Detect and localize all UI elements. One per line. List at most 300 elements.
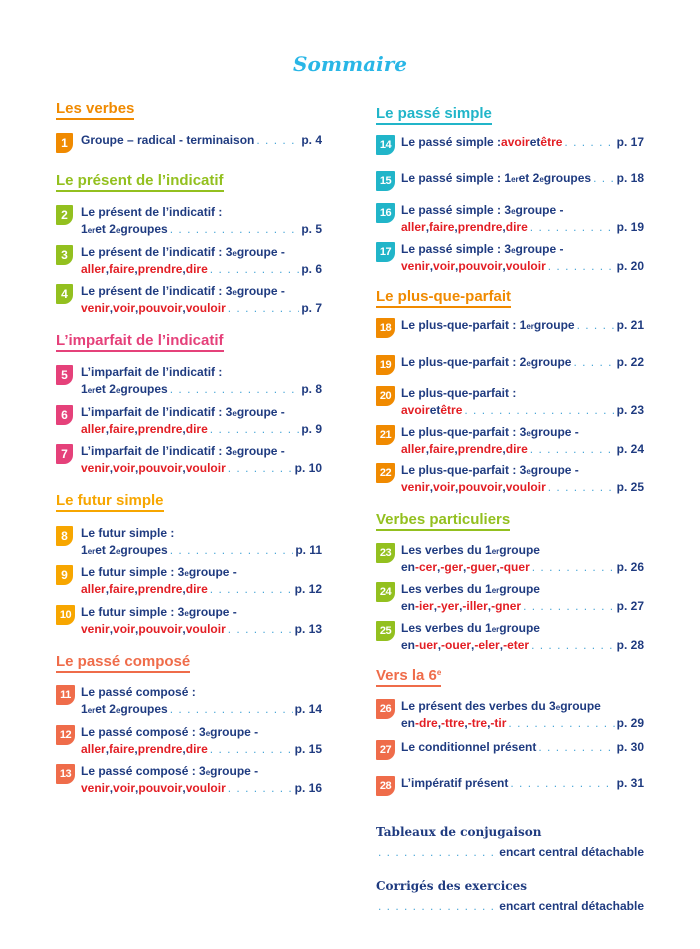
entry-line bbox=[401, 776, 644, 793]
entry-text: groupe - bbox=[236, 284, 285, 298]
verb-highlight: aller bbox=[401, 442, 426, 456]
comma: , bbox=[499, 638, 504, 652]
section-title bbox=[56, 653, 190, 670]
dot-leader bbox=[530, 220, 615, 234]
comma: , bbox=[487, 599, 492, 613]
verb-highlight: avoir bbox=[501, 135, 530, 149]
entry-text: L’imparfait de l’indicatif : bbox=[81, 365, 223, 379]
entry-line bbox=[81, 781, 322, 798]
comma: , bbox=[455, 259, 459, 273]
page-number: p. 23 bbox=[616, 403, 644, 417]
dot-leader bbox=[510, 776, 614, 790]
page-number: p. 26 bbox=[616, 560, 644, 574]
entry-text: et 2 bbox=[95, 222, 116, 236]
verb-highlight: vouloir bbox=[185, 301, 226, 315]
comma: , bbox=[437, 716, 442, 730]
dot-leader bbox=[210, 262, 300, 276]
verb-highlight: -cer bbox=[415, 560, 438, 574]
verb-highlight: -eter bbox=[503, 638, 530, 652]
section-title-text: Le présent de l’indicatif bbox=[56, 172, 224, 192]
entry-text: en bbox=[401, 638, 416, 652]
appendix-line bbox=[376, 845, 644, 862]
verb-highlight: aller bbox=[81, 742, 106, 756]
appendix-title bbox=[376, 879, 644, 899]
comma: , bbox=[109, 622, 114, 636]
chapter-number-badge bbox=[56, 725, 75, 745]
comma: , bbox=[502, 442, 506, 456]
dot-leader bbox=[210, 422, 300, 436]
verb-highlight: dire bbox=[505, 442, 528, 456]
dot-leader bbox=[170, 702, 293, 716]
section-title bbox=[56, 492, 164, 509]
entry-line: L’imparfait de l’indicatif : 3 e groupe - bbox=[81, 405, 285, 419]
comma: , bbox=[135, 461, 139, 475]
page-number: p. 31 bbox=[616, 776, 644, 790]
chapter-number: 28 bbox=[379, 780, 392, 792]
dot-leader bbox=[378, 845, 497, 859]
entry-line bbox=[401, 135, 644, 152]
section-title bbox=[376, 667, 441, 684]
comma: , bbox=[437, 638, 442, 652]
chapter-number-badge bbox=[376, 463, 395, 483]
entry-text: 1 bbox=[81, 543, 88, 557]
page-number: p. 5 bbox=[301, 222, 322, 236]
chapter-number: 10 bbox=[59, 609, 72, 621]
page-number: p. 24 bbox=[616, 442, 644, 456]
dot-leader bbox=[256, 133, 299, 147]
verb-highlight: -eler bbox=[474, 638, 500, 652]
verb-highlight: pouvoir bbox=[458, 480, 503, 494]
page-number: p. 7 bbox=[301, 301, 322, 315]
chapter-number-badge bbox=[376, 171, 395, 191]
chapter-number: 18 bbox=[379, 322, 392, 334]
chapter-number-badge bbox=[56, 245, 73, 265]
chapter-number: 21 bbox=[379, 429, 392, 441]
entry-text: et 2 bbox=[95, 702, 116, 716]
appendix-line bbox=[376, 899, 644, 916]
chapter-number-badge bbox=[376, 582, 395, 602]
entry-text: Le présent de l’indicatif : bbox=[81, 205, 223, 219]
entry-text: groupes bbox=[120, 382, 168, 396]
entry-line: Le futur simple : 3 e groupe - bbox=[81, 605, 237, 619]
section-title-text: Le futur simple bbox=[56, 492, 164, 512]
section-title-text bbox=[376, 667, 441, 687]
comma: , bbox=[182, 582, 186, 596]
dot-leader bbox=[523, 599, 615, 613]
entry-line bbox=[81, 422, 322, 439]
entry-line: Le passé simple : 1 er et 2 e groupes . . . p. 18 bbox=[401, 171, 644, 188]
verb-highlight: faire bbox=[109, 422, 135, 436]
section-title-text: Le plus-que-parfait bbox=[376, 288, 511, 308]
appendix-title bbox=[376, 825, 644, 845]
appendix-title-text: Tableaux de conjugaison bbox=[376, 825, 542, 839]
page-number: p. 10 bbox=[294, 461, 322, 475]
entry-line bbox=[81, 622, 322, 639]
entry-text: Le passé composé : 3 bbox=[81, 764, 206, 778]
entry-line: Le futur simple : 3 e groupe - bbox=[81, 565, 237, 579]
comma: , bbox=[454, 220, 458, 234]
verb-highlight: pouvoir bbox=[138, 461, 183, 475]
dot-leader bbox=[228, 301, 300, 315]
entry-text: groupe - bbox=[515, 203, 564, 217]
page-number: p. 29 bbox=[616, 716, 644, 730]
entry-line: Le présent de l’indicatif : 3 e groupe - bbox=[81, 245, 285, 259]
verb-highlight: -uer bbox=[415, 638, 438, 652]
entry-line: Le plus-que-parfait : 1 er groupe . . . p. 21 bbox=[401, 318, 644, 335]
dot-leader bbox=[170, 543, 294, 557]
verb-highlight: aller bbox=[401, 220, 426, 234]
entry-text: Le conditionnel présent bbox=[401, 740, 537, 754]
verb-highlight: pouvoir bbox=[458, 259, 503, 273]
verb-highlight: faire bbox=[109, 262, 135, 276]
chapter-number-badge bbox=[56, 205, 73, 225]
entry-text: en bbox=[401, 560, 416, 574]
chapter-number: 12 bbox=[59, 729, 72, 741]
appendix-entry[interactable] bbox=[376, 825, 644, 862]
text: Vers la 6 bbox=[376, 667, 437, 684]
chapter-number-badge bbox=[376, 242, 395, 262]
entry-text: 1 bbox=[81, 702, 88, 716]
dot-leader bbox=[573, 355, 614, 369]
entry-text: groupe - bbox=[515, 242, 564, 256]
entry-text: groupe bbox=[499, 621, 540, 635]
entry-text: groupe bbox=[499, 543, 540, 557]
chapter-number-badge bbox=[376, 740, 395, 760]
section-title bbox=[376, 105, 492, 122]
section-title-text: L’imparfait de l’indicatif bbox=[56, 332, 224, 352]
entry-text: groupe - bbox=[188, 605, 237, 619]
dot-leader bbox=[170, 382, 300, 396]
comma: , bbox=[425, 442, 430, 456]
entry-lines bbox=[401, 621, 644, 655]
comma: , bbox=[109, 781, 114, 795]
dot-leader bbox=[593, 171, 615, 185]
comma: , bbox=[433, 599, 438, 613]
verb-highlight: -ouer bbox=[441, 638, 472, 652]
comma: , bbox=[134, 742, 138, 756]
dot-leader bbox=[531, 638, 615, 652]
entry-text: Le présent de l’indicatif : 3 bbox=[81, 245, 233, 259]
entry-lines bbox=[81, 365, 322, 399]
entry-text: L’imparfait de l’indicatif : 3 bbox=[81, 405, 233, 419]
entry-text: groupe - bbox=[210, 764, 259, 778]
entry-lines bbox=[81, 565, 322, 599]
section-title bbox=[56, 172, 224, 189]
dot-leader bbox=[548, 480, 615, 494]
entry-line: 1 er et 2 e groupes . . . p. 14 bbox=[81, 702, 322, 719]
chapter-number: 20 bbox=[379, 390, 392, 402]
entry-text: Le passé simple : 3 bbox=[401, 203, 512, 217]
appendix-title-text: Corrigés des exercices bbox=[376, 879, 527, 893]
chapter-number: 27 bbox=[379, 744, 392, 756]
entry-lines bbox=[401, 242, 644, 276]
verb-highlight: faire bbox=[109, 582, 135, 596]
entry-line: Le passé simple : 3 e groupe - bbox=[401, 242, 564, 256]
chapter-number: 26 bbox=[379, 703, 392, 715]
page-number: p. 13 bbox=[294, 622, 322, 636]
comma: , bbox=[455, 480, 459, 494]
verb-highlight: venir bbox=[401, 480, 430, 494]
entry-lines bbox=[401, 425, 644, 459]
verb-highlight: faire bbox=[429, 442, 455, 456]
entry-text: Le futur simple : 3 bbox=[81, 565, 185, 579]
verb-highlight: dire bbox=[185, 262, 208, 276]
verb-highlight: voir bbox=[113, 461, 136, 475]
verb-highlight: vouloir bbox=[185, 781, 226, 795]
chapter-number-badge bbox=[376, 135, 395, 155]
entry-line: Le présent des verbes du 3 e groupe bbox=[401, 699, 601, 713]
entry-text: Le plus-que-parfait : bbox=[401, 386, 517, 400]
entry-text: et 2 bbox=[518, 171, 540, 185]
chapter-number: 19 bbox=[379, 359, 392, 371]
chapter-number: 17 bbox=[379, 246, 392, 258]
page-number: p. 30 bbox=[616, 740, 644, 754]
comma: , bbox=[502, 220, 506, 234]
entry-line: Le plus-que-parfait : 2 e groupe . . . p. 22 bbox=[401, 355, 644, 372]
dot-leader bbox=[564, 135, 614, 149]
comma: , bbox=[429, 480, 434, 494]
comma: , bbox=[502, 480, 506, 494]
comma: , bbox=[182, 301, 186, 315]
chapter-number: 16 bbox=[379, 207, 392, 219]
entry-line bbox=[401, 560, 644, 577]
entry-line: Le passé composé : 3 e groupe - bbox=[81, 725, 259, 739]
verb-highlight: être bbox=[540, 135, 563, 149]
verb-highlight: -gner bbox=[491, 599, 522, 613]
page-number: p. 19 bbox=[616, 220, 644, 234]
section-title-text: Les verbes bbox=[56, 100, 134, 120]
entry-text: groupe - bbox=[530, 463, 579, 477]
dot-leader bbox=[508, 716, 614, 730]
entry-text: groupes bbox=[543, 171, 592, 185]
page-number: p. 22 bbox=[616, 355, 644, 369]
entry-lines bbox=[81, 284, 322, 318]
dot-leader bbox=[464, 403, 614, 417]
chapter-number-badge bbox=[56, 526, 73, 546]
entry-text: Groupe – radical - terminaison bbox=[81, 133, 255, 147]
section-title bbox=[376, 511, 510, 528]
chapter-number: 9 bbox=[61, 568, 68, 582]
entry-lines bbox=[81, 764, 322, 798]
entry-line: Les verbes du 1 er groupe bbox=[401, 582, 540, 596]
chapter-number-badge bbox=[376, 543, 395, 563]
comma: , bbox=[496, 560, 500, 574]
chapter-number-badge bbox=[376, 386, 395, 406]
entry-lines bbox=[81, 245, 322, 279]
entry-lines bbox=[81, 444, 322, 478]
entry-line bbox=[401, 403, 644, 420]
entry-text: groupe - bbox=[530, 425, 579, 439]
verb-highlight: pouvoir bbox=[138, 622, 183, 636]
entry-line bbox=[81, 742, 322, 759]
entry-line: L’imparfait de l’indicatif : 3 e groupe - bbox=[81, 444, 285, 458]
page-number: p. 27 bbox=[616, 599, 644, 613]
dot-leader bbox=[538, 740, 614, 754]
entry-text: groupes bbox=[120, 543, 168, 557]
entry-line bbox=[81, 461, 322, 478]
entry-line bbox=[81, 262, 322, 279]
chapter-number-badge bbox=[376, 699, 395, 719]
verb-highlight: aller bbox=[81, 582, 106, 596]
entry-line: 1 er et 2 e groupes . . . p. 8 bbox=[81, 382, 322, 399]
entry-lines bbox=[401, 582, 644, 616]
verb-highlight: -ier bbox=[415, 599, 434, 613]
entry-lines bbox=[81, 685, 322, 719]
entry-line bbox=[401, 716, 644, 733]
chapter-number: 2 bbox=[61, 208, 68, 222]
comma: , bbox=[135, 622, 139, 636]
page-number: p. 6 bbox=[301, 262, 322, 276]
comma: , bbox=[437, 560, 441, 574]
page-number: p. 12 bbox=[294, 582, 322, 596]
dot-leader bbox=[532, 560, 615, 574]
comma: , bbox=[182, 781, 186, 795]
entry-lines bbox=[401, 135, 644, 152]
verb-highlight: vouloir bbox=[505, 259, 546, 273]
page-number: p. 18 bbox=[616, 171, 644, 185]
verb-highlight: voir bbox=[433, 480, 456, 494]
comma: , bbox=[471, 638, 475, 652]
entry-line bbox=[401, 480, 644, 497]
entry-line bbox=[81, 582, 322, 599]
chapter-number: 11 bbox=[60, 689, 71, 701]
chapter-number: 3 bbox=[61, 248, 68, 262]
entry-text: Le passé composé : 3 bbox=[81, 725, 206, 739]
dot-leader bbox=[378, 899, 497, 913]
comma: , bbox=[105, 582, 110, 596]
verb-highlight: voir bbox=[113, 622, 136, 636]
page-number: p. 14 bbox=[294, 702, 322, 716]
entry-lines bbox=[401, 318, 644, 335]
appendix-detail: encart central détachable bbox=[499, 899, 644, 913]
chapter-number: 7 bbox=[61, 447, 68, 461]
verb-highlight: vouloir bbox=[505, 480, 546, 494]
entry-line bbox=[81, 205, 322, 222]
entry-line bbox=[401, 386, 644, 403]
entry-line bbox=[81, 133, 322, 150]
entry-text: en bbox=[401, 599, 416, 613]
section-title bbox=[56, 100, 134, 117]
verb-highlight: dire bbox=[505, 220, 528, 234]
entry-text: groupe bbox=[533, 318, 575, 332]
verb-highlight: venir bbox=[401, 259, 430, 273]
verb-highlight: dire bbox=[185, 422, 208, 436]
verb-highlight: dire bbox=[185, 582, 208, 596]
chapter-number-badge bbox=[376, 318, 395, 338]
verb-highlight: -dre bbox=[415, 716, 438, 730]
verb-highlight: voir bbox=[433, 259, 456, 273]
entry-text: Le passé simple : bbox=[401, 135, 502, 149]
entry-text: Les verbes du 1 bbox=[401, 543, 492, 557]
section-title-text: Le passé simple bbox=[376, 105, 492, 125]
chapter-number: 8 bbox=[61, 529, 68, 543]
appendix-detail: encart central détachable bbox=[499, 845, 644, 859]
verb-highlight: aller bbox=[81, 422, 106, 436]
chapter-number-badge bbox=[56, 764, 75, 784]
comma: , bbox=[182, 461, 186, 475]
verb-highlight: -tre bbox=[467, 716, 488, 730]
comma: , bbox=[134, 262, 138, 276]
entry-text: groupes bbox=[120, 702, 168, 716]
verb-highlight: -tir bbox=[490, 716, 507, 730]
comma: , bbox=[502, 259, 506, 273]
comma: , bbox=[135, 301, 139, 315]
entry-line bbox=[81, 685, 322, 702]
chapter-number-badge bbox=[56, 605, 75, 625]
verb-highlight: prendre bbox=[137, 422, 183, 436]
entry-line bbox=[401, 259, 644, 276]
chapter-number-badge bbox=[56, 685, 75, 705]
comma: , bbox=[109, 301, 114, 315]
chapter-number-badge bbox=[56, 133, 73, 153]
verb-highlight: avoir bbox=[401, 403, 430, 417]
entry-line: Le présent de l’indicatif : 3 e groupe - bbox=[81, 284, 285, 298]
entry-text: Le passé simple : 1 bbox=[401, 171, 512, 185]
chapter-number-badge bbox=[56, 565, 73, 585]
verb-highlight: venir bbox=[81, 622, 110, 636]
entry-text: et bbox=[529, 135, 541, 149]
chapter-number-badge bbox=[376, 776, 395, 796]
entry-text: groupe bbox=[530, 355, 572, 369]
page-number: p. 25 bbox=[616, 480, 644, 494]
chapter-number-badge bbox=[376, 621, 395, 641]
entry-lines bbox=[81, 526, 322, 560]
comma: , bbox=[134, 582, 138, 596]
comma: , bbox=[463, 560, 467, 574]
verb-highlight: aller bbox=[81, 262, 106, 276]
entry-lines bbox=[401, 355, 644, 372]
page-number: p. 8 bbox=[301, 382, 322, 396]
entry-line: 1 er et 2 e groupes . . . p. 11 bbox=[81, 543, 322, 560]
entry-line: Le plus-que-parfait : 3 e groupe - bbox=[401, 463, 579, 477]
chapter-number: 15 bbox=[379, 175, 392, 187]
entry-lines bbox=[81, 405, 322, 439]
entry-lines bbox=[81, 725, 322, 759]
appendix-entry[interactable] bbox=[376, 879, 644, 916]
verb-highlight: prendre bbox=[457, 442, 503, 456]
comma: , bbox=[135, 781, 139, 795]
page-number: p. 4 bbox=[301, 133, 322, 147]
chapter-number: 4 bbox=[61, 287, 68, 301]
entry-text: groupe - bbox=[236, 245, 285, 259]
verb-highlight: -ttre bbox=[441, 716, 465, 730]
chapter-number: 25 bbox=[379, 625, 392, 637]
entry-line bbox=[401, 220, 644, 237]
entry-line: Les verbes du 1 er groupe bbox=[401, 543, 540, 557]
chapter-number-badge bbox=[376, 425, 395, 445]
entry-line bbox=[401, 740, 644, 757]
entry-text: Le présent de l’indicatif : 3 bbox=[81, 284, 233, 298]
comma: , bbox=[464, 716, 468, 730]
dot-leader bbox=[548, 259, 615, 273]
entry-lines bbox=[401, 386, 644, 420]
section-title-text: Le passé composé bbox=[56, 653, 190, 673]
entry-lines bbox=[81, 133, 322, 150]
entry-text: Le plus-que-parfait : 3 bbox=[401, 463, 527, 477]
page-number: p. 16 bbox=[294, 781, 322, 795]
verb-highlight: vouloir bbox=[185, 461, 226, 475]
entry-line bbox=[81, 526, 322, 543]
chapter-number-badge bbox=[376, 203, 395, 223]
superscript: e bbox=[436, 668, 442, 677]
verb-highlight: prendre bbox=[137, 262, 183, 276]
entry-text: et 2 bbox=[95, 543, 116, 557]
entry-text: et bbox=[429, 403, 441, 417]
entry-text: Le futur simple : 3 bbox=[81, 605, 185, 619]
comma: , bbox=[459, 599, 463, 613]
entry-text: groupe - bbox=[236, 444, 285, 458]
entry-text: Le présent des verbes du 3 bbox=[401, 699, 556, 713]
